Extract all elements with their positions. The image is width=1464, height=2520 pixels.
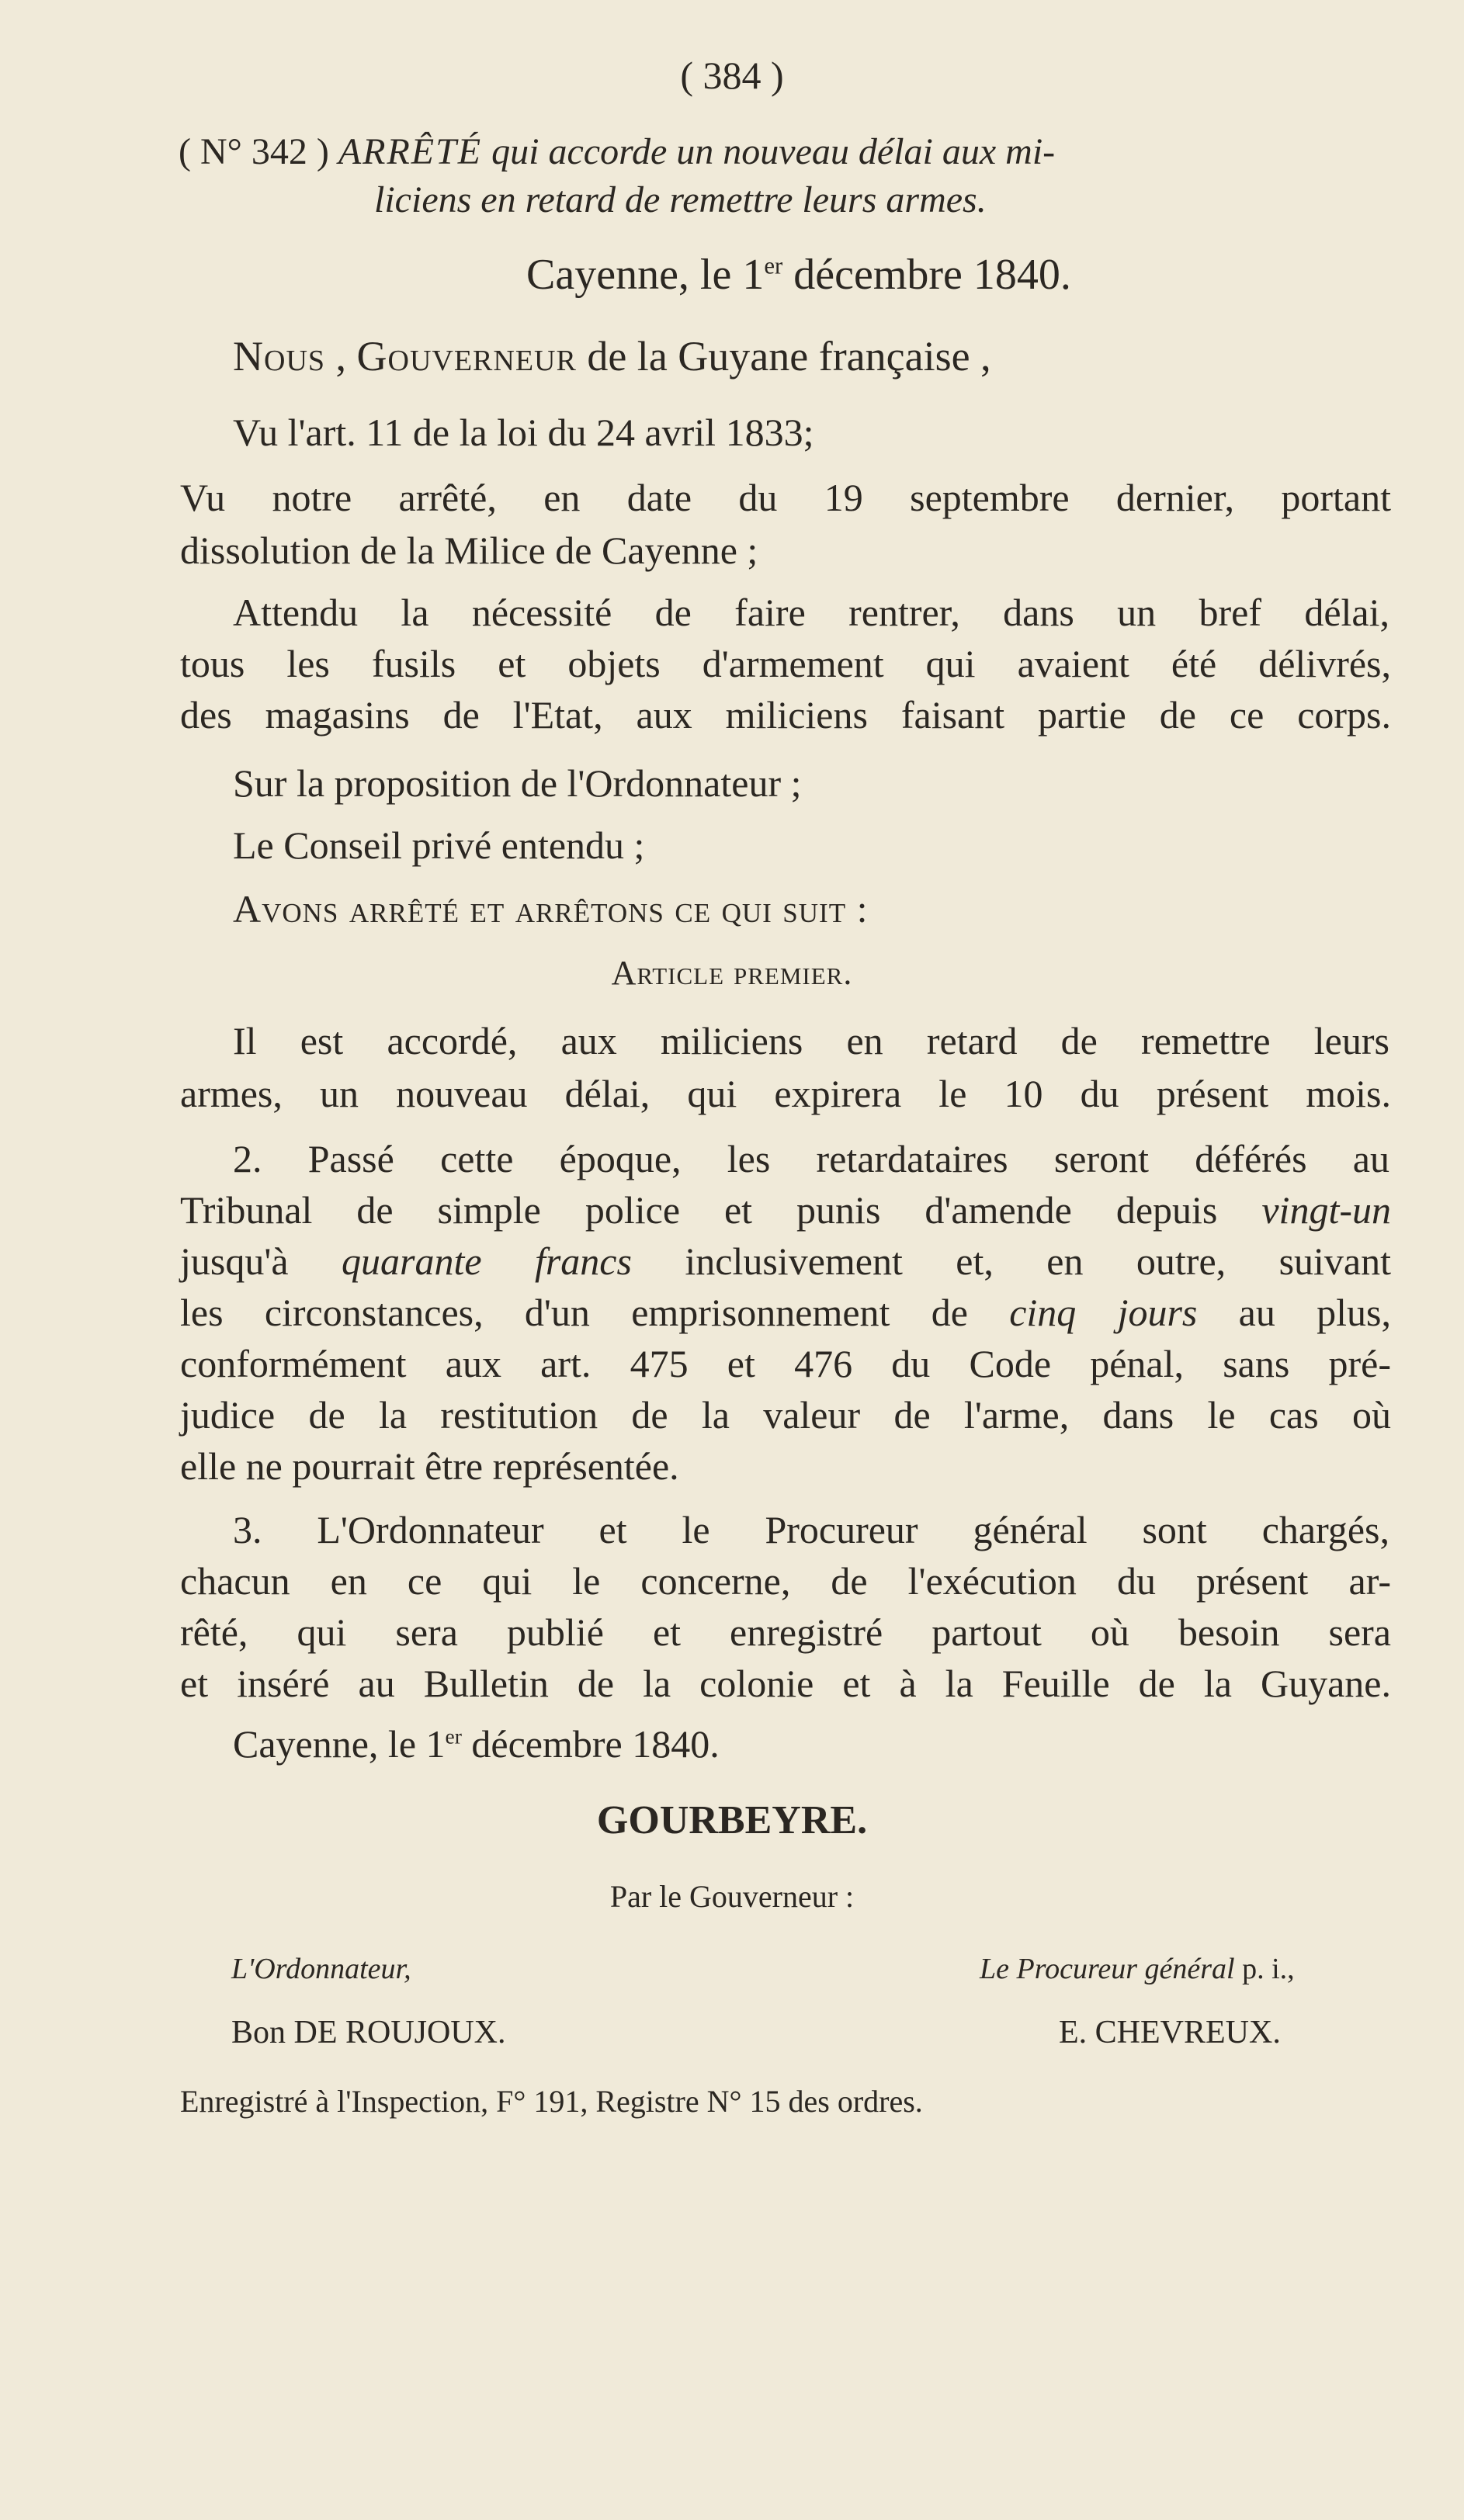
art2-line4-text-b: au plus,	[1197, 1291, 1391, 1334]
sur-proposition: Sur la proposition de l'Ordonnateur ;	[233, 761, 802, 805]
attendu-line2: tous les fusils et objets d'armement qui avaient été délivrés,	[180, 642, 1391, 685]
closing-date-rest: décembre 1840.	[461, 1722, 720, 1766]
signature-gourbeyre: GOURBEYRE.	[596, 1798, 868, 1842]
decree-title-line1	[179, 133, 1389, 171]
art2-line6: judice de la restitution de la valeur de l'arme, dans le cas où	[180, 1393, 1391, 1437]
ordonnateur-title: L'Ordonnateur,	[231, 1953, 411, 1985]
art2-line5: conformément aux art. 475 et 476 du Code pénal, sans pré-	[180, 1342, 1391, 1385]
art2-line3-italic: quarante francs	[341, 1239, 632, 1283]
art2-line3-text-a: jusqu'à	[180, 1239, 342, 1283]
avons-arrete: Avons arrêté et arrêtons ce qui suit :	[233, 887, 869, 931]
vu-loi: Vu l'art. 11 de la loi du 24 avril 1833;	[233, 411, 814, 454]
art3-line3: rêté, qui sera publié et enregistré partout où besoin sera	[180, 1610, 1391, 1654]
attendu-line1: Attendu la nécessité de faire rentrer, dans un bref délai,	[233, 591, 1389, 634]
vu-arrete-line2: dissolution de la Milice de Cayenne ;	[180, 529, 758, 572]
art2-line4	[180, 1293, 1391, 1332]
dateline-rest: décembre 1840.	[782, 251, 1071, 299]
art2-line7: elle ne pourrait être représentée.	[180, 1444, 679, 1488]
attendu-line3: des magasins de l'Etat, aux miliciens faisant partie de ce corps.	[180, 693, 1391, 737]
vu-arrete-line1: Vu notre arrêté, en date du 19 septembre dernier, portant	[180, 476, 1391, 519]
registration-line: Enregistré à l'Inspection, F° 191, Registre N° 15 des ordres.	[180, 2084, 923, 2119]
dateline-sup: er	[764, 252, 783, 279]
closing-date-place: Cayenne, le 1	[233, 1722, 446, 1766]
art2-line2-italic: vingt-un	[1261, 1188, 1391, 1232]
art2-line3-text-b: inclusivement et, en outre, suivant	[631, 1239, 1391, 1283]
art3-line4: et inséré au Bulletin de la colonie et à la Feuille de la Guyane.	[180, 1662, 1391, 1705]
dateline	[526, 251, 1071, 299]
nous-word: Nous	[233, 333, 326, 380]
conseil-prive: Le Conseil privé entendu ;	[233, 823, 645, 867]
dateline-place: Cayenne, le 1	[526, 251, 765, 299]
art1-line1: Il est accordé, aux miliciens en retard de remettre leurs	[233, 1019, 1389, 1062]
art2-line3	[180, 1239, 1391, 1283]
art3-line2: chacun en ce qui le concerne, de l'exécution du présent ar-	[180, 1559, 1391, 1603]
art3-line1: 3. L'Ordonnateur et le Procureur général sont chargés,	[233, 1508, 1389, 1551]
closing-date-sup: er	[445, 1724, 462, 1749]
decree-title-rest: qui accorde un nouveau délai aux mi-	[491, 131, 1056, 172]
art2-line4-italic: cinq jours	[1009, 1291, 1198, 1334]
decree-number: ( N° 342 )	[179, 131, 329, 172]
decree-title-word: ARRÊTÉ	[338, 131, 483, 172]
procureur-name: E. CHEVREUX.	[1059, 2015, 1281, 2050]
art2-line1: 2. Passé cette époque, les retardataires seront déférés au	[233, 1137, 1389, 1180]
procureur-title-rest: p. i.,	[1234, 1953, 1295, 1985]
article-heading: Article premier.	[611, 954, 853, 992]
procureur-title	[980, 1954, 1295, 1984]
par-le-gouverneur: Par le Gouverneur :	[609, 1879, 855, 1914]
nous-gouverneur-line: Nous , Gouverneur de la Guyane française ,	[233, 333, 991, 380]
ordonnateur-name: Bon DE ROUJOUX.	[231, 2015, 506, 2050]
procureur-title-text: Le Procureur général	[980, 1953, 1235, 1985]
decree-title-line2: liciens en retard de remettre leurs armes.	[374, 179, 987, 220]
nous-rest: de la Guyane française ,	[576, 333, 991, 380]
closing-date	[233, 1722, 720, 1766]
gouverneur-word: Gouverneur	[356, 333, 577, 380]
page-number: ( 384 )	[680, 54, 784, 97]
art2-line4-text-a: les circonstances, d'un emprisonnement de	[180, 1291, 1010, 1334]
art1-line2: armes, un nouveau délai, qui expirera le 10 du présent mois.	[180, 1072, 1391, 1115]
art2-line2	[180, 1188, 1391, 1232]
art2-line2-text: Tribunal de simple police et punis d'amende depuis	[180, 1188, 1262, 1232]
